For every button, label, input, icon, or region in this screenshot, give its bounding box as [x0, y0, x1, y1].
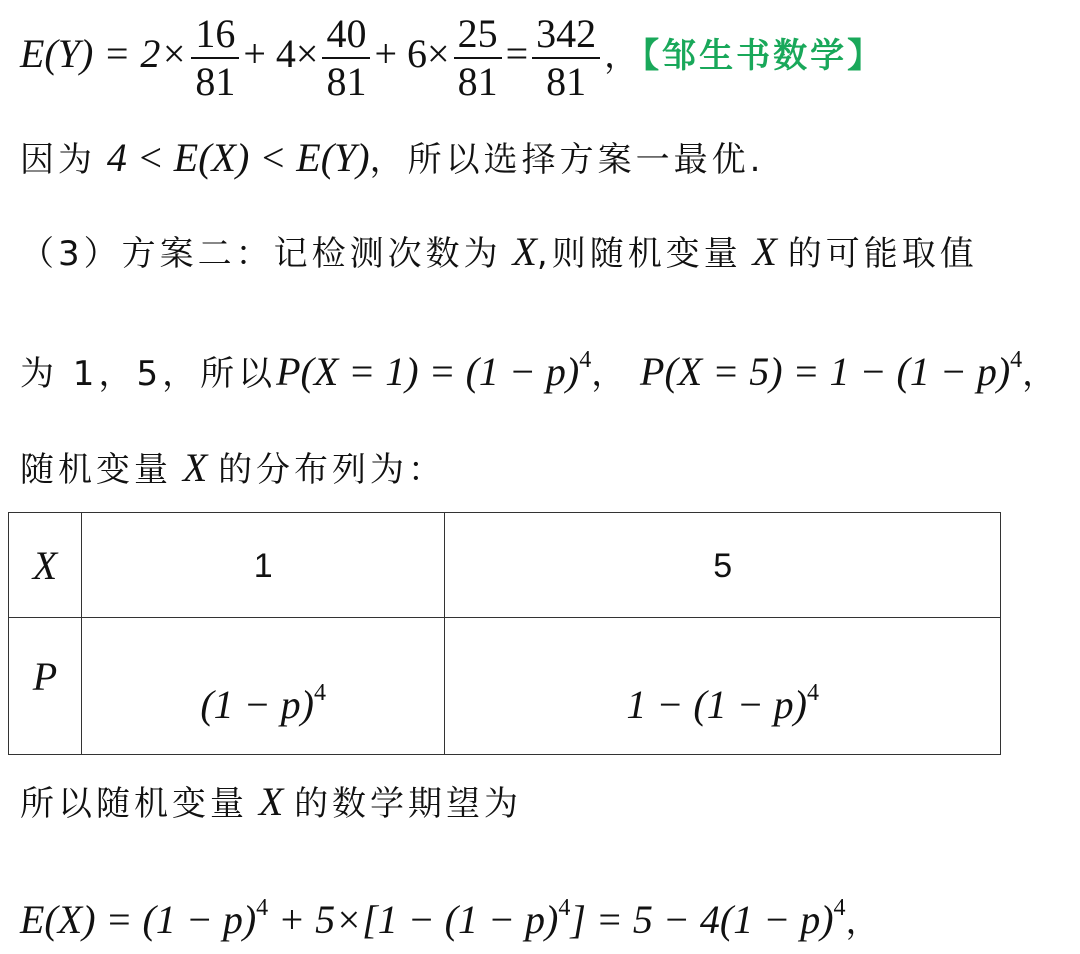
var-x: X: [182, 445, 208, 490]
expectation-text: 的数学期望为: [294, 784, 523, 824]
distribution-heading: [20, 445, 447, 490]
fraction-40-81: [322, 10, 370, 104]
table-row: [9, 513, 1001, 618]
table-cell-prob-1: [81, 618, 444, 755]
fraction-numerator: 40: [322, 13, 370, 59]
ex-expr-3: ] = 5 − 4(1 − p): [570, 897, 834, 942]
table-cell-prob-5: [445, 618, 1001, 755]
ey-plus-4: + 4×: [243, 31, 319, 76]
ex-part-1: [20, 897, 268, 942]
brand-watermark: 【邹生书数学】: [642, 36, 885, 76]
cell-text: P: [32, 653, 58, 699]
cell-text: 5: [713, 546, 733, 585]
ey-comma: ，: [604, 36, 643, 76]
exponent: 4: [1010, 347, 1023, 373]
exponent: 4: [314, 680, 326, 706]
table-row: [9, 618, 1001, 755]
plan-two-text-2: ,则随机变量: [536, 234, 742, 274]
expectation-x-formula: [20, 888, 884, 942]
exponent: 4: [558, 895, 571, 921]
cell-expr: 1 − (1 − p): [626, 682, 807, 727]
plan-two-intro: [20, 229, 978, 274]
table-cell-p-header: [9, 618, 82, 755]
ex-part-2: [268, 897, 570, 942]
comparison-math: 4 < E(X) < E(Y): [106, 135, 370, 180]
var-x: X: [752, 229, 777, 274]
exponent: 4: [579, 347, 592, 373]
line-end: ，: [1022, 354, 1061, 394]
prob-x-1: [276, 349, 591, 394]
prob-x-1-expr: P(X = 1) = (1 − p): [276, 349, 580, 394]
fraction-numerator: 25: [454, 13, 502, 59]
distribution-table: [8, 512, 1001, 755]
prob-x-5: [640, 349, 1022, 394]
table-cell-x-header: [9, 513, 82, 618]
random-var-text: 随机变量: [20, 450, 172, 490]
ex-part-3: [570, 897, 845, 942]
so-random-var-text: 所以随机变量: [20, 784, 248, 824]
fraction-numerator: 342: [532, 13, 600, 59]
fraction-denominator: 81: [326, 58, 367, 104]
table-cell-value-5: [445, 513, 1001, 618]
fraction-342-81: [532, 10, 600, 104]
fraction-denominator: 81: [546, 58, 587, 104]
plan-two-text-3: 的可能取值: [787, 234, 978, 274]
cell-text: X: [32, 542, 58, 588]
ey-lhs: E(Y) = 2×: [20, 31, 188, 76]
comparison-line: [20, 135, 765, 180]
plan-two-text: （3）方案二：记检测次数为: [20, 234, 502, 274]
ey-equals: =: [505, 31, 529, 76]
prob-x-5-expr: P(X = 5) = 1 − (1 − p): [640, 349, 1011, 394]
because-text: 因为: [20, 140, 96, 180]
table-cell-value-1: [81, 513, 444, 618]
var-x: X: [512, 229, 537, 274]
cell-math: [626, 682, 819, 727]
cell-text: 1: [253, 546, 273, 585]
conclusion-text: ，所以选择方案一最优.: [369, 140, 765, 180]
cell-expr: (1 − p): [200, 682, 314, 727]
cell-math: [200, 682, 326, 727]
ex-expr-1: E(X) = (1 − p): [20, 897, 257, 942]
values-text: 为 1，5，所以: [20, 354, 277, 394]
separator: ，: [591, 354, 630, 394]
expectation-y-formula: [20, 8, 884, 103]
probability-line: [20, 340, 1060, 394]
fraction-25-81: [454, 10, 502, 104]
line-end: ，: [845, 902, 884, 942]
distribution-text: 的分布列为：: [218, 450, 447, 490]
fraction-denominator: 81: [195, 58, 236, 104]
exponent: 4: [256, 895, 269, 921]
ey-plus-6: + 6×: [374, 31, 450, 76]
exponent: 4: [833, 895, 846, 921]
fraction-denominator: 81: [457, 58, 498, 104]
var-x: X: [258, 779, 284, 824]
ex-expr-2: + 5×[1 − (1 − p): [278, 897, 559, 942]
exponent: 4: [807, 680, 819, 706]
expectation-heading: [20, 779, 523, 824]
fraction-numerator: 16: [191, 13, 239, 59]
fraction-16-81: [191, 10, 239, 104]
